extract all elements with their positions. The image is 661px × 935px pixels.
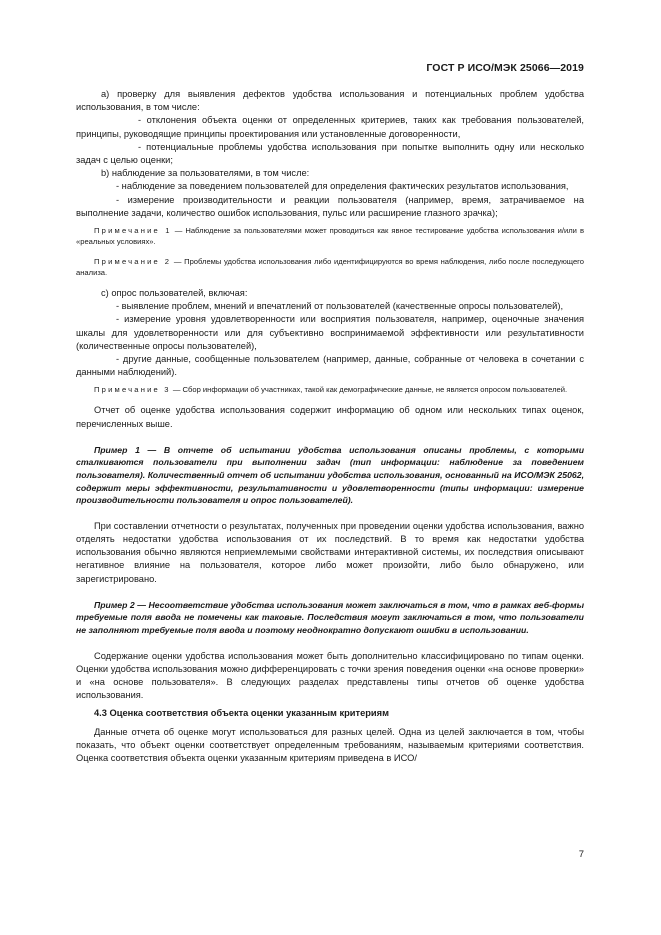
note-3 (76, 384, 584, 395)
note-text: — Сбор информации об участниках, такой как демографические данные, не является опросом пользователей. (172, 385, 568, 395)
page-body (76, 88, 584, 765)
list-item-a: а) проверку для выявления дефектов удобства использования и потенциальных проблем удобства использования, в том числе: (76, 89, 584, 113)
list-subitem: - наблюдение за поведением пользователей для определения фактических результатов использования, (116, 181, 569, 192)
list-subitem: - потенциальные проблемы удобства использования при попытке выполнить одну или несколько задач с целью оценки; (76, 141, 584, 166)
list-item-c: с) опрос пользователей, включая: (101, 288, 248, 299)
list-subitem: - выявление проблем, мнений и впечатлений от пользователей (качественные опросы пользователей), (116, 301, 564, 312)
note-label: Примечание 1 (94, 226, 172, 236)
page-number: 7 (578, 849, 584, 860)
section-heading: 4.3 Оценка соответствия объекта оценки указанным критериям (94, 708, 389, 719)
list-subitem: - измерение производительности и реакции пользователя (например, время, затрачиваемое на выполнение задачи, количество ошибок использования, пульс или расширение глазного зрачка); (76, 194, 584, 218)
list-subitem: - измерение уровня удовлетворенности или восприятия пользователя, например, оценочные значения шкалы для удовлетворенности или для субъективно воспринимаемой эффективности или результативности (количественные опросы пользователей), (76, 314, 584, 351)
paragraph: Отчет об оценке удобства использования содержит информацию об одном или нескольких типах оценок, перечисленных выше. (76, 405, 584, 429)
paragraph: При составлении отчетности о результатах, полученных при проведении оценки удобства использования, важно отделять недостатки удобства использования от их последствий. В то время как недостатки удобства использования обычно являются неприемлемыми свойствами интерактивной системы, их последствия описывают негативное влияние на пользователя, которое либо может произойти, либо было обнаружено, или зарегистрировано. (76, 520, 584, 584)
standard-header: ГОСТ Р ИСО/МЭК 25066—2019 (426, 62, 584, 74)
list-item-b: b) наблюдение за пользователями, в том числе: (101, 168, 310, 179)
note-1 (76, 225, 584, 247)
paragraph: Данные отчета об оценке могут использоваться для разных целей. Одна из целей заключается в том, чтобы показать, что объект оценки соответствует определенным требованиям, называемым критериями соответствия. Оценка соответствия объекта оценки указанным критериям приведена в ИСО/ (76, 726, 584, 764)
note-2 (76, 256, 584, 278)
note-label: Примечание 2 (94, 257, 172, 267)
list-subitem: - другие данные, сообщенные пользователем (например, данные, собранные от человека в сочетании с данными наблюдений). (76, 354, 584, 378)
example-2: Пример 2 — Несоответствие удобства использования может заключаться в том, что в рамках веб-формы требуемые поля ввода не помечены как таковые. Последствия могут заключаться в том, что пользователи не заполняют требуемые поля ввода и поэтому неоднократно допускают ошибки в использовании. (76, 599, 584, 636)
paragraph: Содержание оценки удобства использования может быть дополнительно классифицировано по типам оценки. Оценки удобства использования можно дифференцировать с точки зрения поведения оценки «на основе проверки» и «на основе пользователя». В следующих разделах представлены типы отчетов об оценке удобства использования. (76, 650, 584, 701)
list-subitem: - отклонения объекта оценки от определенных критериев, таких как требования пользователей, принципы, руководящие принципы проектирования или установленные договоренности, (76, 115, 584, 139)
example-1: Пример 1 — В отчете об испытании удобства использования описаны проблемы, с которыми сталкиваются пользователи при выполнении задач (тип информации: наблюдение за поведением пользователя). Количественный отчет об испытании удобства использования, основанный на ИСО/МЭК 25062, содержит меры эффективности, результативности и удовлетворенности (типы информации: измерение производительности пользователя и опрос пользователей). (76, 444, 584, 506)
note-text: — Наблюдение за пользователями может проводиться как явное тестирование удобства использования и/или в «реальных условиях». (76, 226, 585, 247)
note-label: Примечание 3 (94, 385, 171, 395)
note-text: — Проблемы удобства использования либо идентифицируются во время наблюдения, либо после последующего анализа. (76, 257, 584, 278)
